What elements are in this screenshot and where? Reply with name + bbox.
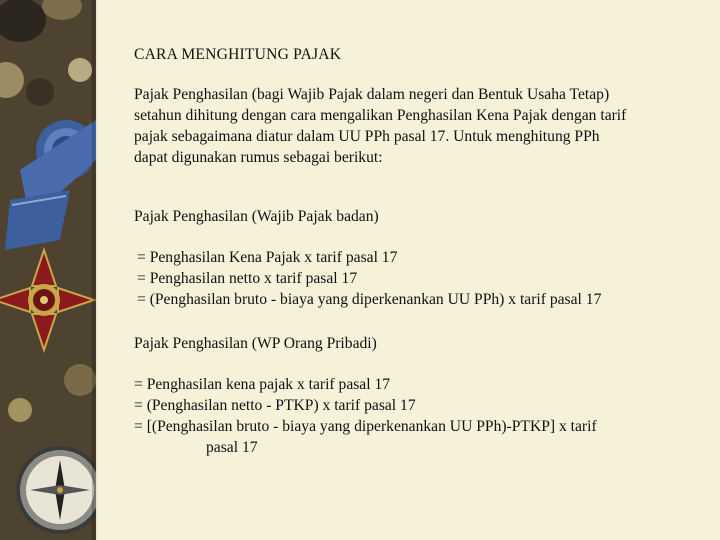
decorative-left-strip: [0, 0, 96, 540]
formula-line: = [(Penghasilan bruto - biaya yang diperkenankan UU PPh)-PTKP] x tarif: [134, 418, 597, 435]
intro-line: setahun dihitung dengan cara mengalikan Penghasilan Kena Pajak dengan tarif: [134, 107, 627, 124]
section-heading-badan: Pajak Penghasilan (Wajib Pajak badan): [134, 208, 379, 225]
document-body: [134, 44, 704, 458]
formula-line: = Penghasilan netto x tarif pasal 17: [137, 270, 358, 287]
formula-list-orang-pribadi: [134, 374, 704, 458]
formula-line: = (Penghasilan bruto - biaya yang diperkenankan UU PPh) x tarif pasal 17: [137, 291, 602, 308]
formula-line: = Penghasilan kena pajak x tarif pasal 17: [134, 376, 391, 393]
strip-shadow: [92, 0, 98, 540]
section-heading-orang-pribadi: Pajak Penghasilan (WP Orang Pribadi): [134, 335, 377, 352]
medal-collage-image: [0, 0, 96, 540]
compass-icon: [18, 448, 96, 532]
intro-paragraph: [134, 84, 704, 168]
formula-list-badan: [134, 247, 704, 310]
intro-line: dapat digunakan rumus sebagai berikut:: [134, 149, 383, 166]
formula-line: = (Penghasilan netto - PTKP) x tarif pasal 17: [134, 397, 416, 414]
intro-line: pajak sebagaimana diatur dalam UU PPh pasal 17. Untuk menghitung PPh: [134, 128, 600, 145]
intro-line: Pajak Penghasilan (bagi Wajib Pajak dalam negeri dan Bentuk Usaha Tetap): [134, 86, 610, 103]
page-title: CARA MENGHITUNG PAJAK: [134, 46, 342, 63]
formula-continuation: pasal 17: [206, 439, 258, 456]
formula-line: = Penghasilan Kena Pajak x tarif pasal 17: [137, 249, 398, 266]
